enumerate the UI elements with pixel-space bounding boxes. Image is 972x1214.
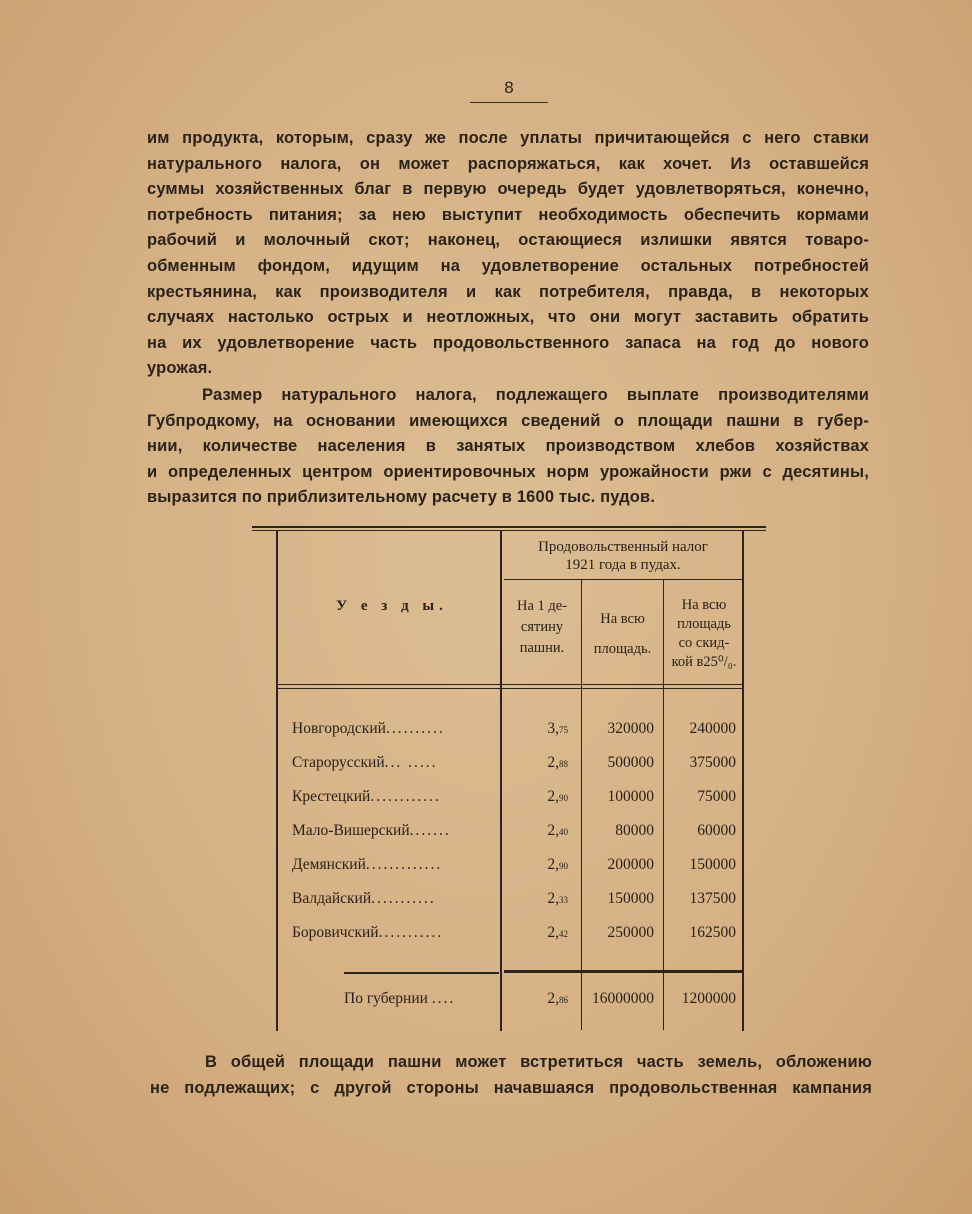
- table-group-rule: [504, 579, 742, 580]
- row-total-area: 80000: [615, 822, 654, 839]
- page-number-rule: [470, 102, 548, 103]
- page-number: 8: [504, 78, 514, 97]
- row-discounted: 75000: [697, 788, 736, 805]
- row-discounted: 240000: [689, 720, 736, 737]
- table-row: [252, 924, 766, 958]
- header-group: [504, 538, 742, 574]
- text-line: не подлежащих; с другой стороны начавшаяся продовольственная кампания: [150, 1078, 872, 1097]
- row-name: Мало-Вишерский.......: [292, 822, 451, 839]
- text-line: крестьянина, как производителя и как потребителя, правда, в некоторых: [147, 282, 869, 301]
- text-line: потребность питания; за нею выступит необходимость обеспечить кормами: [147, 205, 869, 224]
- table-top-rule-thin: [252, 530, 766, 531]
- header-line: площадь.: [593, 641, 652, 657]
- header-line: пашни.: [519, 640, 565, 656]
- row-name: Старорусский... .....: [292, 754, 438, 771]
- text-line: и определенных центром ориентировочных норм урожайности ржи с десятины,: [147, 462, 869, 481]
- row-per-desyatina: 2,40: [547, 822, 568, 839]
- row-name: Новгородский..........: [292, 720, 445, 737]
- table-row: [252, 720, 766, 754]
- text-line: урожая.: [147, 359, 213, 378]
- row-discounted: 150000: [689, 856, 736, 873]
- paragraph-3: [150, 1050, 872, 1101]
- row-total-area: 100000: [607, 788, 654, 805]
- total-rule: [344, 972, 499, 974]
- total-discounted: 1200000: [681, 990, 736, 1007]
- total-name: По губернии ....: [344, 990, 456, 1007]
- row-total-area: 500000: [607, 754, 654, 771]
- row-total-area: 250000: [607, 924, 654, 941]
- tax-table: [252, 526, 766, 1030]
- header-line: На всю: [681, 597, 727, 613]
- header-line: площадь: [677, 616, 731, 632]
- row-discounted: 60000: [697, 822, 736, 839]
- header-line: На 1 де-: [516, 598, 568, 614]
- text-line: выразится по приблизительному расчету в 1600 тыс. пудов.: [147, 488, 656, 507]
- table-row: [252, 822, 766, 856]
- header-per-desyatina: [502, 596, 582, 659]
- text-line: рабочий и молочный скот; наконец, остающиеся излишки явятся товаро-: [147, 231, 869, 250]
- table-header-rule: [278, 688, 742, 689]
- header-uezdy: У е з д ы.: [336, 598, 448, 614]
- text-line: им продукта, которым, сразу же после уплаты причитающейся с него ставки: [147, 129, 869, 147]
- header-group-line: 1921 года в пудах.: [565, 557, 681, 573]
- row-per-desyatina: 2,42: [547, 924, 568, 941]
- table-row: [252, 754, 766, 788]
- table-row: [252, 890, 766, 924]
- header-line: кой в25⁰/₀.: [671, 654, 737, 670]
- header-total-area: [582, 604, 663, 664]
- text-line: Размер натурального налога, подлежащего выплате производителями: [202, 386, 869, 404]
- text-line: суммы хозяйственных благ в первую очередь будет удовлетворяться, конечно,: [147, 180, 869, 199]
- total-per-desyatina: 2,86: [547, 990, 568, 1007]
- row-per-desyatina: 3,75: [547, 720, 568, 737]
- header-group-line: Продовольственный налог: [538, 539, 708, 555]
- text-line: натурального налога, он может распоряжаться, как хочет. Из оставшейся: [147, 154, 869, 173]
- table-header-rule: [278, 684, 742, 685]
- table-row: [252, 788, 766, 822]
- row-discounted: 375000: [689, 754, 736, 771]
- row-total-area: 200000: [607, 856, 654, 873]
- table-top-rule: [252, 526, 766, 528]
- text-line: случаях настолько острых и неотложных, что они могут заставить обратить: [147, 308, 869, 327]
- text-line: обменным фондом, идущим на удовлетворение остальных потребностей: [147, 256, 869, 275]
- table-row: [252, 856, 766, 890]
- row-name: Валдайский...........: [292, 890, 436, 907]
- row-name: Боровичский...........: [292, 924, 444, 941]
- row-total-area: 150000: [607, 890, 654, 907]
- total-rule: [504, 970, 744, 973]
- paragraph-2: [147, 383, 869, 511]
- total-total-area: 16000000: [592, 990, 654, 1007]
- row-per-desyatina: 2,90: [547, 788, 568, 805]
- row-name: Демянский.............: [292, 856, 443, 873]
- table-total-row: [252, 990, 766, 1024]
- header-line: сятину: [520, 619, 564, 635]
- row-total-area: 320000: [607, 720, 654, 737]
- row-per-desyatina: 2,88: [547, 754, 568, 771]
- row-name: Крестецкий............: [292, 788, 441, 805]
- header-discounted: [663, 596, 745, 672]
- text-line: Губпродкому, на основании имеющихся сведений о площади пашни в губер-: [147, 411, 869, 430]
- header-line: со скид-: [678, 635, 730, 651]
- header-line: На всю: [600, 611, 645, 627]
- text-line: на их удовлетворение часть продовольственного запаса на год до нового: [147, 333, 869, 352]
- paragraph-1: [147, 126, 869, 382]
- row-discounted: 162500: [689, 924, 736, 941]
- row-discounted: 137500: [689, 890, 736, 907]
- row-per-desyatina: 2,90: [547, 856, 568, 873]
- text-line: В общей площади пашни может встретиться часть земель, обложению: [205, 1053, 872, 1071]
- text-line: нии, количестве населения в занятых производством хлебов хозяйствах: [147, 437, 869, 456]
- row-per-desyatina: 2,33: [547, 890, 568, 907]
